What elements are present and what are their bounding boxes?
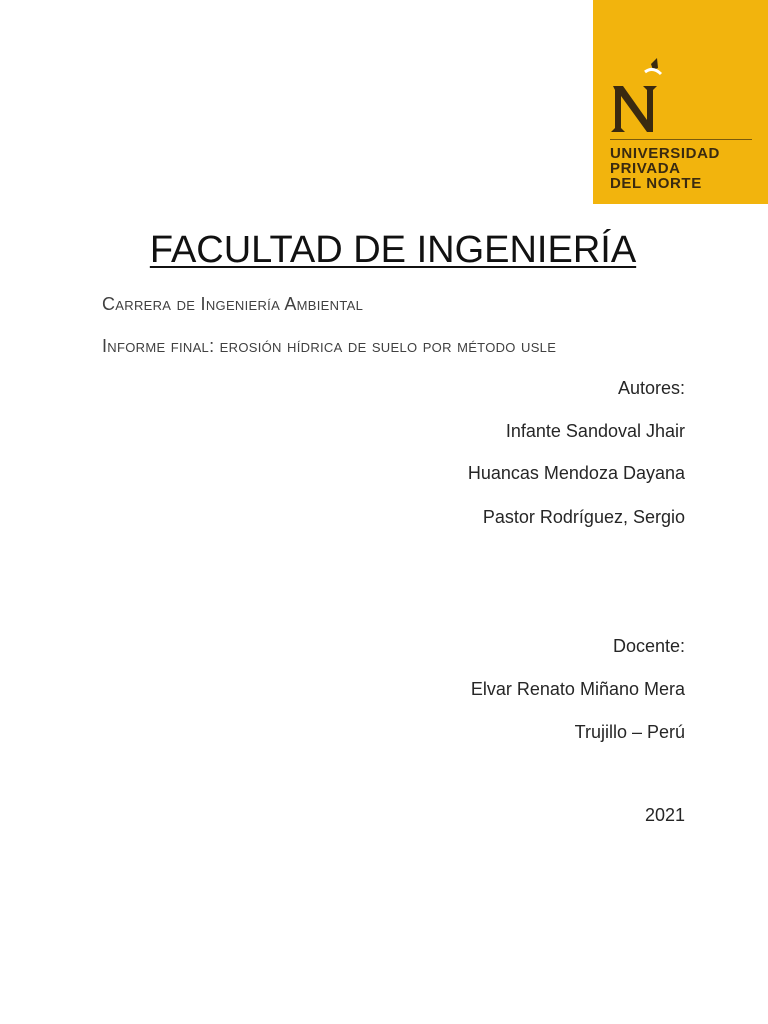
logo-line-3: DEL NORTE <box>610 175 702 192</box>
year: 2021 <box>644 805 685 825</box>
location: Trujillo – Perú <box>574 722 685 742</box>
n-tilde-monogram-icon <box>607 58 667 134</box>
author-name: Pastor Rodríguez, Sergio <box>482 507 685 527</box>
report-title: Informe final: erosión hídrica de suelo por método usle <box>102 336 557 356</box>
logo-line-2: PRIVADA <box>610 160 681 177</box>
university-logo <box>593 0 768 204</box>
logo-line-1: UNIVERSIDAD <box>610 145 720 162</box>
teacher-label: Docente: <box>612 636 685 656</box>
logo-divider <box>610 139 752 140</box>
authors-label: Autores: <box>617 378 685 398</box>
faculty-title: FACULTAD DE INGENIERÍA <box>149 229 637 271</box>
author-name: Infante Sandoval Jhair <box>505 421 685 441</box>
author-name: Huancas Mendoza Dayana <box>467 463 685 483</box>
career-name: Carrera de Ingeniería Ambiental <box>102 294 364 314</box>
logo-wordmark <box>610 146 720 191</box>
teacher-name: Elvar Renato Miñano Mera <box>470 679 685 699</box>
